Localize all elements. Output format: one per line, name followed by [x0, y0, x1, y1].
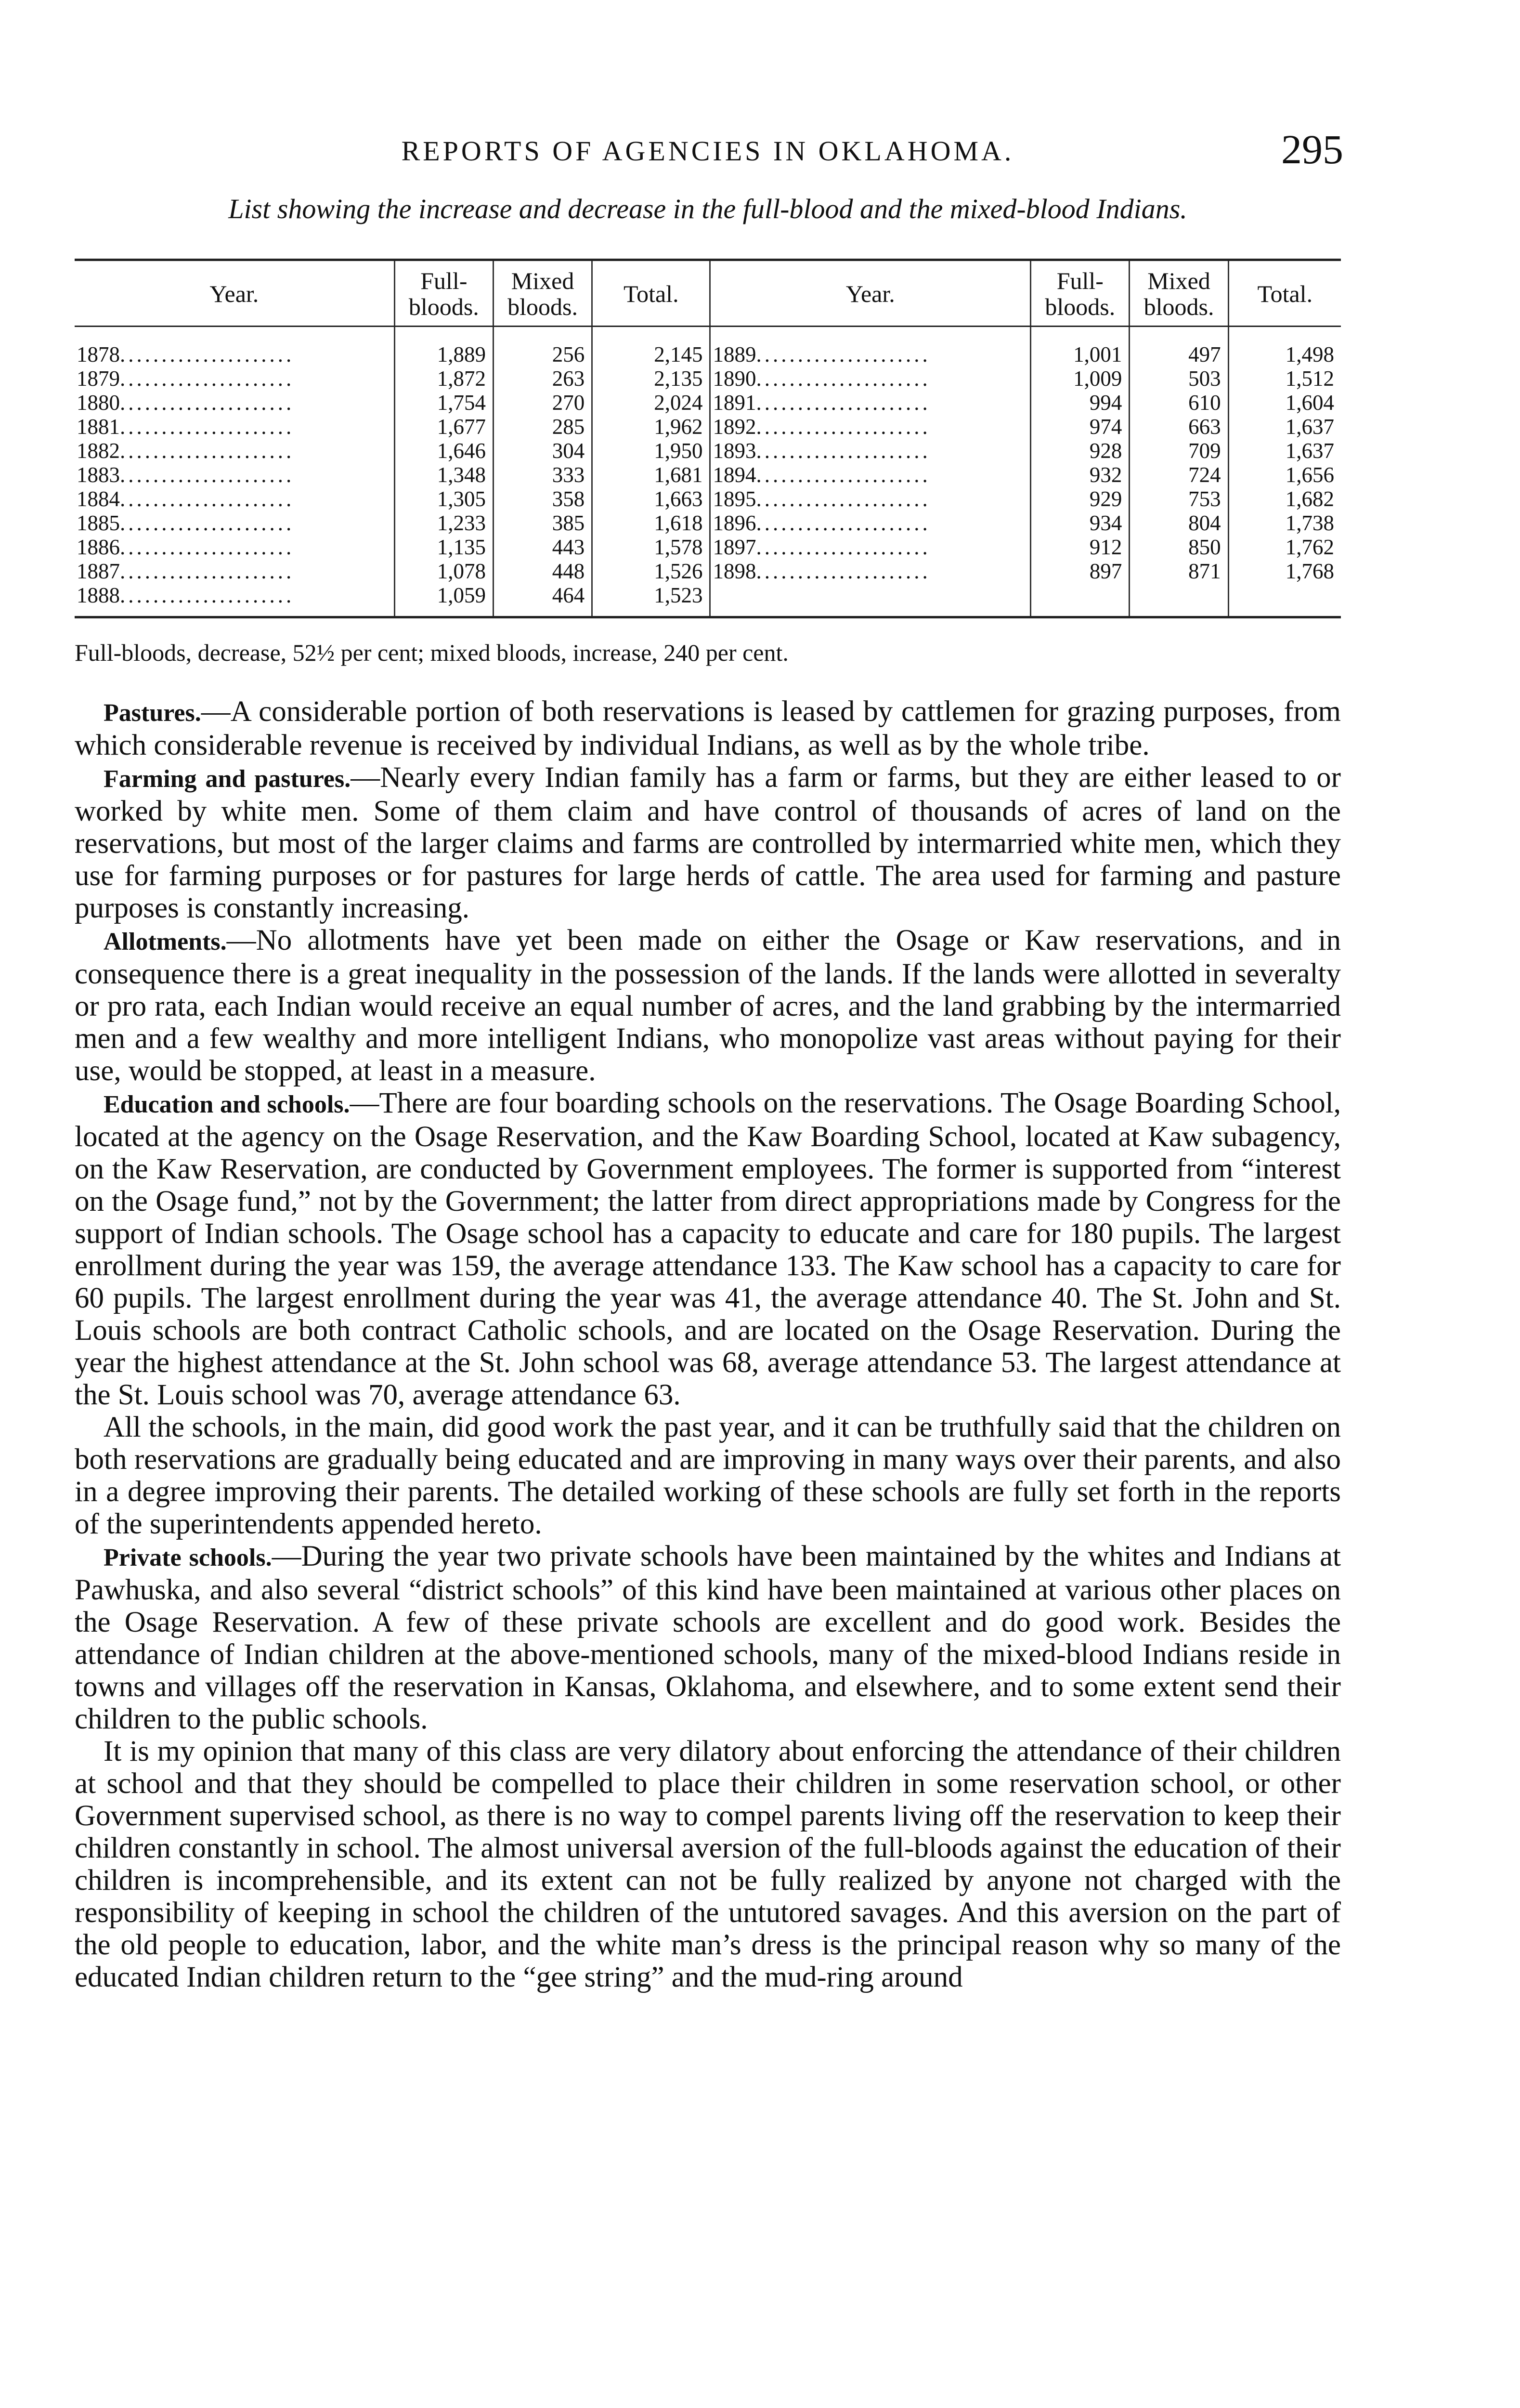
leader-dots: .....................: [756, 439, 931, 463]
total-cell: 1,962: [592, 415, 710, 439]
year-label: 1893: [713, 439, 756, 463]
leader-dots: .....................: [120, 439, 295, 463]
mixed-bloods-cell: 497: [1130, 327, 1228, 367]
year-label: 1887: [77, 559, 120, 583]
paragraph-text: All the schools, in the main, did good work the past year, and it can be truthfully said that the children on both reservations are gradually being educated and are improving in many ways over their parents, and also in a degree improving their parents. The detailed working of these schools are fully set forth in the reports of the superintendents appended hereto.: [75, 1411, 1341, 1540]
table-row: [75, 439, 1341, 463]
year-cell: [710, 366, 1031, 391]
leader-dots: .....................: [756, 342, 931, 366]
mixed-bloods-cell: 448: [493, 559, 592, 583]
leader-dots: .....................: [756, 366, 931, 391]
paragraph: [75, 1087, 1341, 1411]
paragraph-heading: Allotments.: [104, 928, 227, 955]
leader-dots: .....................: [756, 391, 931, 415]
year-label: 1888: [77, 583, 120, 607]
paragraph: [75, 1735, 1341, 1993]
full-bloods-cell: 929: [1031, 487, 1130, 511]
year-cell: [75, 511, 394, 535]
full-bloods-cell: 1,009: [1031, 366, 1130, 391]
leader-dots: .....................: [120, 391, 295, 415]
table-row: [75, 583, 1341, 617]
full-bloods-cell: 1,677: [394, 415, 493, 439]
year-label: 1882: [77, 439, 120, 463]
paragraph-text: —Nearly every Indian family has a farm or farms, but they are either leased to or worked by white men. Some of them claim and have control of thousands of acres of land on the reservations, but most of the larger claims and farms are controlled by intermarried white men, which they use for farming purposes or for pastures for large herds of cattle. The area used for farming and pasture purposes is constantly increasing.: [75, 761, 1341, 924]
page: [75, 120, 1341, 1993]
year-cell: [75, 391, 394, 415]
year-cell: [75, 439, 394, 463]
mixed-bloods-cell: 263: [493, 366, 592, 391]
mixed-bloods-cell: 724: [1130, 463, 1228, 487]
col-header-year-left: Year.: [75, 260, 394, 327]
year-label: 1879: [77, 366, 120, 391]
full-bloods-cell: 1,233: [394, 511, 493, 535]
leader-dots: .....................: [756, 415, 931, 439]
year-label: 1896: [713, 511, 756, 535]
table-row: [75, 366, 1341, 391]
full-bloods-cell: 1,059: [394, 583, 493, 617]
mixed-bloods-cell: 358: [493, 487, 592, 511]
leader-dots: .....................: [756, 559, 931, 583]
year-label: 1881: [77, 415, 120, 439]
total-cell: 1,578: [592, 535, 710, 559]
leader-dots: .....................: [120, 583, 295, 607]
table-row: [75, 327, 1341, 367]
paragraph-heading: Private schools.: [104, 1544, 272, 1571]
mixed-bloods-cell: 256: [493, 327, 592, 367]
paragraph-text: —No allotments have yet been made on either the Osage or Kaw reservations, and in consequence there is a great inequality in the possession of the lands. If the lands were allotted in severalty or pro rata, each Indian would receive an equal number of acres, and the land grabbing by the intermarried men and a few wealthy and more intelligent Indians, who monopolize vast areas without paying for their use, would be stopped, at least in a measure.: [75, 924, 1341, 1087]
paragraph: [75, 1411, 1341, 1540]
body-text: [75, 695, 1341, 1993]
page-header: [75, 120, 1341, 173]
empty-cell: [710, 583, 1031, 617]
leader-dots: .....................: [756, 463, 931, 487]
col-header-full-bloods-right: Full-bloods.: [1031, 260, 1130, 327]
mixed-bloods-cell: 804: [1130, 511, 1228, 535]
col-header-total-left: Total.: [592, 260, 710, 327]
leader-dots: .....................: [120, 487, 295, 511]
year-label: 1892: [713, 415, 756, 439]
year-cell: [710, 535, 1031, 559]
leader-dots: .....................: [756, 487, 931, 511]
total-cell: 2,135: [592, 366, 710, 391]
year-cell: [75, 463, 394, 487]
table-body: [75, 327, 1341, 617]
year-cell: [710, 439, 1031, 463]
year-cell: [75, 327, 394, 367]
mixed-bloods-cell: 871: [1130, 559, 1228, 583]
total-cell: 1,681: [592, 463, 710, 487]
full-bloods-cell: 932: [1031, 463, 1130, 487]
table-row: [75, 487, 1341, 511]
leader-dots: .....................: [756, 511, 931, 535]
year-label: 1889: [713, 342, 756, 366]
year-cell: [75, 535, 394, 559]
full-bloods-cell: 1,078: [394, 559, 493, 583]
mixed-bloods-cell: 610: [1130, 391, 1228, 415]
table-row: [75, 511, 1341, 535]
table-row: [75, 415, 1341, 439]
total-cell: 1,523: [592, 583, 710, 617]
total-cell: 2,024: [592, 391, 710, 415]
year-cell: [710, 487, 1031, 511]
paragraph-text: —A considerable portion of both reservations is leased by cattlemen for grazing purposes, from which considerable revenue is received by individual Indians, as well as by the whole tribe.: [75, 695, 1341, 761]
full-bloods-cell: 1,135: [394, 535, 493, 559]
full-bloods-cell: 1,889: [394, 327, 493, 367]
mixed-bloods-cell: 464: [493, 583, 592, 617]
year-cell: [710, 511, 1031, 535]
year-cell: [75, 415, 394, 439]
table-row: [75, 463, 1341, 487]
leader-dots: .....................: [120, 342, 295, 366]
total-cell: 1,950: [592, 439, 710, 463]
year-label: 1885: [77, 511, 120, 535]
empty-cell: [1031, 583, 1130, 617]
empty-cell: [1228, 583, 1341, 617]
col-header-year-right: Year.: [710, 260, 1031, 327]
full-bloods-cell: 1,646: [394, 439, 493, 463]
mixed-bloods-cell: 503: [1130, 366, 1228, 391]
total-cell: 1,762: [1228, 535, 1341, 559]
mixed-bloods-cell: 709: [1130, 439, 1228, 463]
year-label: 1884: [77, 487, 120, 511]
total-cell: 1,526: [592, 559, 710, 583]
paragraph-heading: Pastures.: [104, 699, 201, 727]
year-label: 1897: [713, 535, 756, 559]
year-cell: [75, 559, 394, 583]
empty-cell: [1130, 583, 1228, 617]
table-note: Full-bloods, decrease, 52½ per cent; mixed bloods, increase, 240 per cent.: [75, 639, 789, 666]
full-bloods-cell: 974: [1031, 415, 1130, 439]
full-bloods-cell: 1,348: [394, 463, 493, 487]
paragraph-heading: Farming and pastures.: [104, 765, 351, 793]
page-number: 295: [1281, 126, 1343, 172]
leader-dots: .....................: [120, 559, 295, 583]
mixed-bloods-cell: 270: [493, 391, 592, 415]
total-cell: 1,768: [1228, 559, 1341, 583]
mixed-bloods-cell: 753: [1130, 487, 1228, 511]
col-header-full-bloods-left: Full-bloods.: [394, 260, 493, 327]
year-label: 1895: [713, 487, 756, 511]
population-table: [75, 259, 1341, 618]
paragraph: [75, 924, 1341, 1087]
mixed-bloods-cell: 850: [1130, 535, 1228, 559]
table-row: [75, 559, 1341, 583]
mixed-bloods-cell: 663: [1130, 415, 1228, 439]
col-header-total-right: Total.: [1228, 260, 1341, 327]
paragraph: [75, 695, 1341, 761]
total-cell: 1,498: [1228, 327, 1341, 367]
total-cell: 1,663: [592, 487, 710, 511]
leader-dots: .....................: [120, 535, 295, 559]
year-cell: [710, 463, 1031, 487]
col-header-mixed-bloods-left: Mixed bloods.: [493, 260, 592, 327]
leader-dots: .....................: [120, 463, 295, 487]
year-cell: [75, 487, 394, 511]
mixed-bloods-cell: 333: [493, 463, 592, 487]
year-cell: [710, 327, 1031, 367]
paragraph-heading: Education and schools.: [104, 1091, 350, 1118]
leader-dots: .....................: [756, 535, 931, 559]
leader-dots: .....................: [120, 415, 295, 439]
year-label: 1891: [713, 391, 756, 415]
year-label: 1880: [77, 391, 120, 415]
year-cell: [710, 559, 1031, 583]
year-label: 1894: [713, 463, 756, 487]
mixed-bloods-cell: 443: [493, 535, 592, 559]
total-cell: 1,738: [1228, 511, 1341, 535]
table-header-row: [75, 260, 1341, 327]
full-bloods-cell: 912: [1031, 535, 1130, 559]
full-bloods-cell: 1,754: [394, 391, 493, 415]
total-cell: 1,512: [1228, 366, 1341, 391]
running-title: REPORTS OF AGENCIES IN OKLAHOMA.: [401, 135, 1014, 167]
full-bloods-cell: 994: [1031, 391, 1130, 415]
leader-dots: .....................: [120, 511, 295, 535]
total-cell: 1,682: [1228, 487, 1341, 511]
table-row: [75, 535, 1341, 559]
full-bloods-cell: 1,872: [394, 366, 493, 391]
year-label: 1878: [77, 342, 120, 366]
full-bloods-cell: 934: [1031, 511, 1130, 535]
paragraph-text: It is my opinion that many of this class are very dilatory about enforcing the attendance of their children at school and that they should be compelled to place their children in some reservation school, or other Government supervised school, as there is no way to compel parents living off the reservation to keep their children constantly in school. The almost universal aversion of the full-bloods against the education of their children is incomprehensible, and its extent can not be fully realized by anyone not charged with the responsibility of keeping in school the children of the untutored savages. And this aversion on the part of the old people to education, labor, and the white man’s dress is the principal reason why so many of the educated Indian children return to the “gee string” and the mud-ring around: [75, 1735, 1341, 1993]
year-label: 1890: [713, 366, 756, 391]
paragraph: [75, 761, 1341, 924]
year-cell: [710, 391, 1031, 415]
year-cell: [75, 366, 394, 391]
total-cell: 1,637: [1228, 439, 1341, 463]
year-cell: [75, 583, 394, 617]
mixed-bloods-cell: 385: [493, 511, 592, 535]
col-header-mixed-bloods-right: Mixed bloods.: [1130, 260, 1228, 327]
full-bloods-cell: 928: [1031, 439, 1130, 463]
total-cell: 1,656: [1228, 463, 1341, 487]
full-bloods-cell: 1,001: [1031, 327, 1130, 367]
paragraph-text: —During the year two private schools have been maintained by the whites and Indians at Pawhuska, and also several “district schools” of this kind have been maintained at various other places on the Osage Reservation. A few of these private schools are excellent and do good work. Besides the attendance of Indian children at the above-mentioned schools, many of the mixed-blood Indians reside in towns and villages off the reservation in Kansas, Oklahoma, and elsewhere, and to some extent send their children to the public schools.: [75, 1540, 1341, 1735]
paragraph-text: —There are four boarding schools on the reservations. The Osage Boarding School, located at the agency on the Osage Reservation, and the Kaw Boarding School, located at Kaw subagency, on the Kaw Reservation, are conducted by Government employees. The former is supported from “interest on the Osage fund,” not by the Government; the latter from direct appropriations made by Congress for the support of Indian schools. The Osage school has a capacity to educate and care for 180 pupils. The largest enrollment during the year was 159, the average attendance 133. The Kaw school has a capacity to care for 60 pupils. The largest enrollment during the year was 41, the average attendance 40. The St. John and St. Louis schools are both contract Catholic schools, and are located on the Osage Reservation. During the year the highest attendance at the St. John school was 68, average attendance 53. The largest attendance at the St. Louis school was 70, average attendance 63.: [75, 1087, 1341, 1411]
table-row: [75, 391, 1341, 415]
year-cell: [710, 415, 1031, 439]
total-cell: 1,637: [1228, 415, 1341, 439]
total-cell: 2,145: [592, 327, 710, 367]
full-bloods-cell: 1,305: [394, 487, 493, 511]
total-cell: 1,604: [1228, 391, 1341, 415]
mixed-bloods-cell: 304: [493, 439, 592, 463]
paragraph: [75, 1540, 1341, 1735]
year-label: 1883: [77, 463, 120, 487]
year-label: 1898: [713, 559, 756, 583]
full-bloods-cell: 897: [1031, 559, 1130, 583]
leader-dots: .....................: [120, 366, 295, 391]
mixed-bloods-cell: 285: [493, 415, 592, 439]
total-cell: 1,618: [592, 511, 710, 535]
year-label: 1886: [77, 535, 120, 559]
table-caption: List showing the increase and decrease in the full-blood and the mixed-blood Indians.: [228, 193, 1187, 224]
